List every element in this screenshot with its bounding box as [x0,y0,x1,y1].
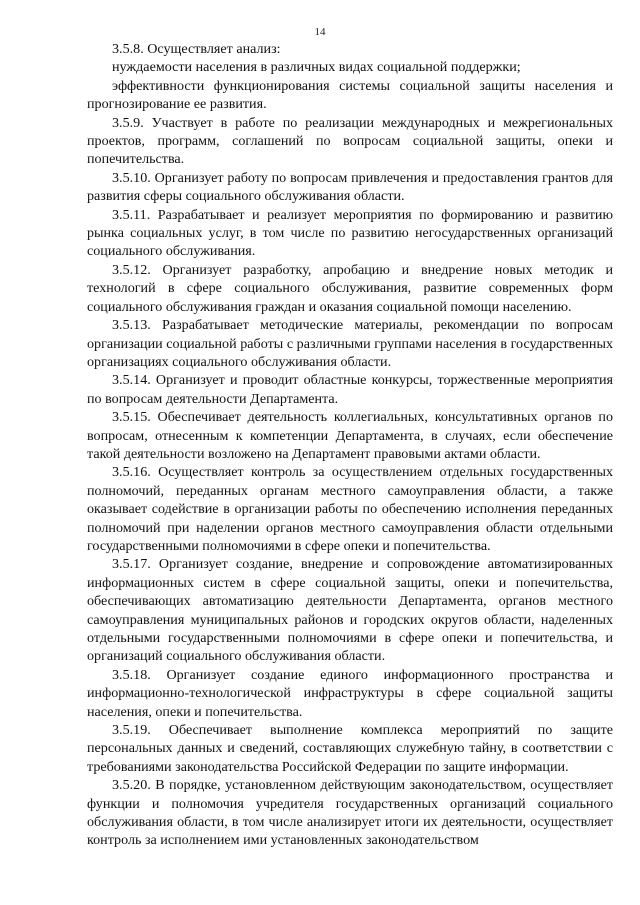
paragraph: 3.5.13. Разрабатывает методические материалы, рекомендации по вопросам организации социальной работы с различными группами населения в государственных организациях социального обслуживания области. [87,317,613,370]
paragraph: 3.5.12. Организует разработку, апробацию и внедрение новых методик и технологий в сфере социального обслуживания, развитие современных форм социального обслуживания граждан и оказания социальной помощи населению. [87,261,613,315]
page-number: 14 [314,26,326,38]
paragraph: эффективности функционирования системы социальной защиты населения и прогнозирование ее развития. [87,77,613,113]
paragraph: 3.5.9. Участвует в работе по реализации международных и межрегиональных проектов, программ, соглашений по вопросам социальной защиты, опеки и попечительства. [87,114,613,168]
paragraph: 3.5.14. Организует и проводит областные конкурсы, торжественные мероприятия по вопросам деятельности Департамента. [87,372,613,407]
paragraph: 3.5.18. Организует создание единого информационного пространства и информационно-технологической инфраструктуры в сфере социальной защиты населения, опеки и попечительства. [87,666,613,720]
paragraph: 3.5.16. Осуществляет контроль за осуществлением отдельных государственных полномочий, переданных органам местного самоуправления области, а также оказывает содействие в организации работы по обеспечению исполнения переданных полномочий при наделении органов местного самоуправления области отдельными государственными полномочиями в сфере опеки и попечительства. [87,464,613,554]
paragraph: нуждаемости населения в различных видах социальной поддержки; [112,59,521,76]
paragraph: 3.5.10. Организует работу по вопросам привлечения и предоставления грантов для развития сферы социального обслуживания области. [87,169,613,205]
paragraph: 3.5.15. Обеспечивает деятельность коллегиальных, консультативных органов по вопросам, отнесенным к компетенции Департамента, в случаях, если обеспечение такой деятельности возложено на Департамент правовыми актами области. [87,409,613,462]
paragraph: 3.5.17. Организует создание, внедрение и сопровождение автоматизированных информационных систем в сфере социальной защиты, опеки и попечительства, обеспечивающих автоматизацию деятельности Департамента, органов местного самоуправления муниципальных районов и городских округов области, наделенных отдельными государственными полномочиями в сфере опеки и попечительства, и организаций социального обслуживания области. [87,556,613,665]
paragraph: 3.5.20. В порядке, установленном действующим законодательством, осуществляет функции и полномочия учредителя государственных организаций социального обслуживания области, в том числе анализирует итоги их деятельности, осуществляет контроль за исполнением ими установленных законодательством [87,777,613,849]
paragraph: 3.5.8. Осуществляет анализ: [112,41,281,57]
document-body [87,40,613,850]
paragraph: 3.5.11. Разрабатывает и реализует мероприятия по формированию и развитию рынка социальных услуг, в том числе по развитию негосударственных организаций социального обслуживания. [87,206,613,260]
paragraph: 3.5.19. Обеспечивает выполнение комплекса мероприятий по защите персональных данных и сведений, составляющих служебную тайну, в соответствии с требованиями законодательства Российской Федерации по защите информации. [87,722,613,775]
